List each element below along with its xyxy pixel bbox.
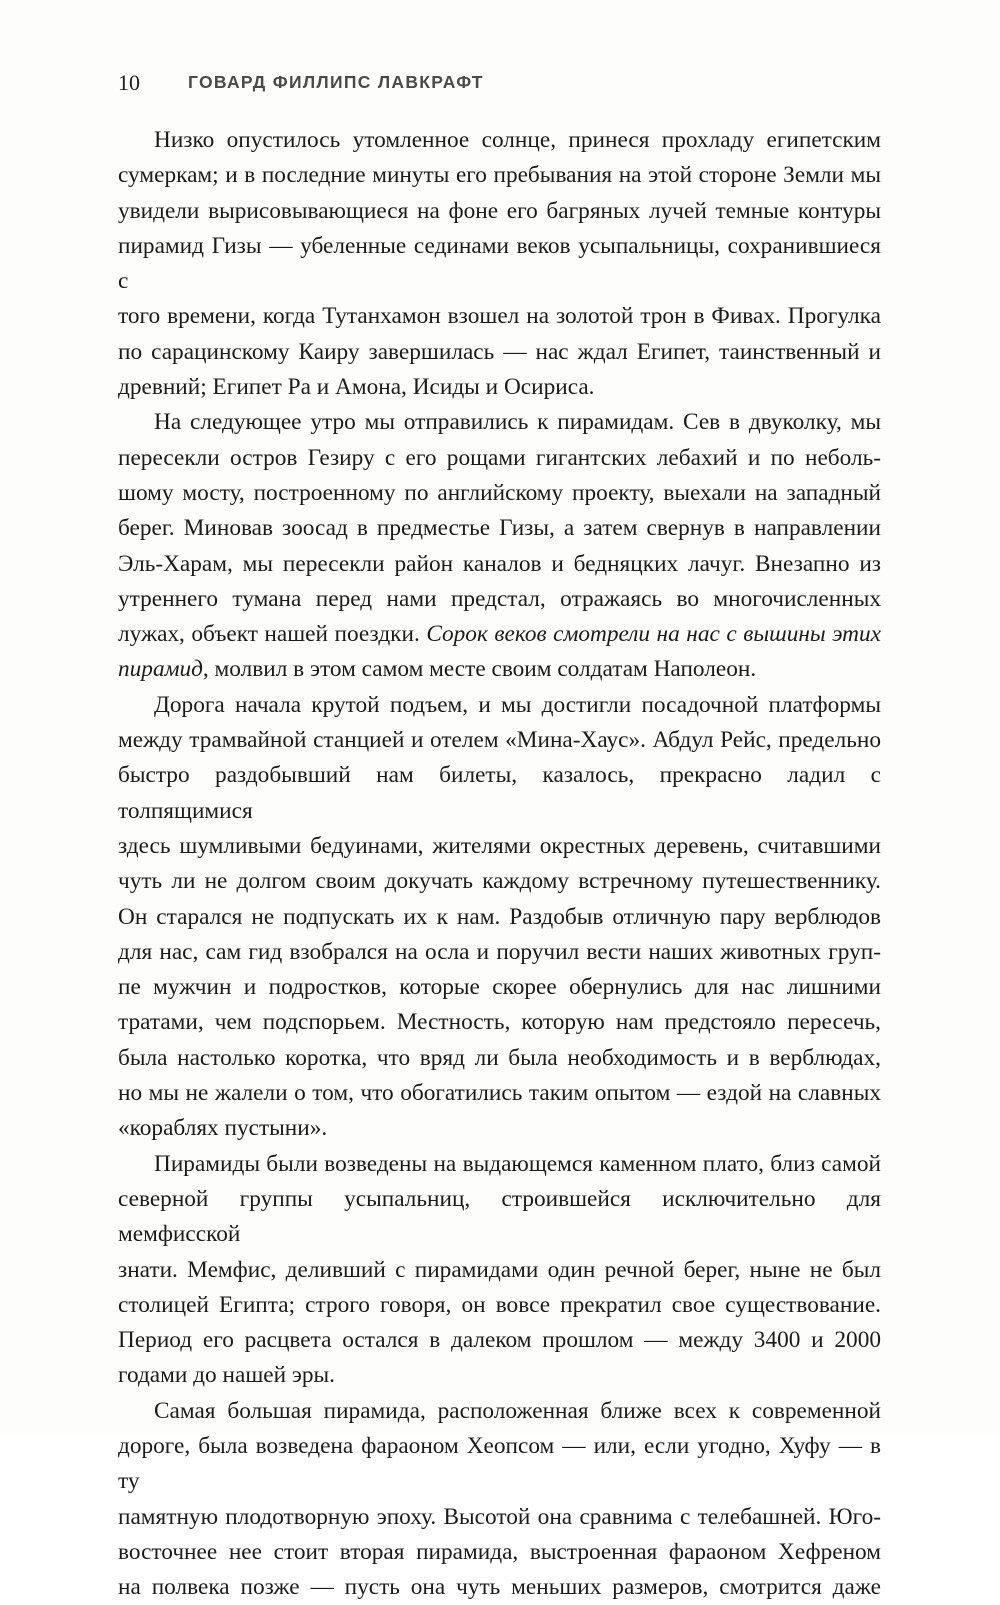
text-line: дороге, была возведена фараоном Хеопсом — или, если угодно, Хуфу — в ту — [118, 1432, 881, 1495]
text-line: Пирамиды были возведены на выдающемся каменном плато, близ самой — [154, 1150, 881, 1177]
italic-quote: пирамид — [118, 656, 203, 683]
text-line — [118, 617, 881, 652]
text-line: древний; Египет Ра и Амона, Исиды и Осириса. — [118, 374, 595, 401]
text-line: на полвека позже — пусть она чуть меньших размеров, смотрится даже — [118, 1574, 881, 1601]
text-line: Эль-Харам, мы пересекли район каналов и бедняцких лачуг. Внезапно из — [118, 550, 881, 577]
running-head — [118, 68, 882, 100]
text-line: утреннего тумана перед нами предстал, отражаясь во многочисленных — [118, 585, 881, 612]
text-line: сумеркам; и в последние минуты его пребывания на этой стороне Земли мы — [118, 162, 881, 189]
text-line: пересекли остров Гезиру с его рощами гигантских лебахий и по неболь- — [118, 444, 881, 471]
text-line: северной группы усыпальниц, строившейся исключительно для мемфисской — [118, 1185, 881, 1248]
paragraph — [118, 688, 881, 1147]
text-line: пирамид Гизы — убеленные сединами веков усыпальницы, сохранившиеся с — [118, 232, 881, 295]
paragraph — [118, 1147, 881, 1394]
text-line: «кораблях пустыни». — [118, 1115, 328, 1142]
text-line: берег. Миновав зоосад в предместье Гизы, а затем свернув в направлении — [118, 515, 881, 542]
text-line: Самая большая пирамида, расположенная ближе всех к современной — [154, 1397, 881, 1424]
text-line: Дорога начала крутой подъем, и мы достигли посадочной платформы — [154, 691, 881, 718]
text-line: была настолько коротка, что вряд ли была необходимость и в верблюдах, — [118, 1044, 881, 1071]
text-line: восточнее нее стоит вторая пирамида, выстроенная фараоном Хефреном — [118, 1538, 881, 1565]
text-line: по сарацинскому Каиру завершилась — нас ждал Египет, таинственный и — [118, 338, 881, 365]
text-line: На следующее утро мы отправились к пирамидам. Сев в двуколку, мы — [154, 409, 881, 436]
paragraph — [118, 1394, 881, 1605]
text-line: Он старался не подпускать их к нам. Раздобыв отличную пару верблюдов — [118, 903, 881, 930]
text-line: быстро раздобывший нам билеты, казалось, прекрасно ладил с толпящимися — [118, 762, 881, 824]
text-line: тратами, чем подспорьем. Местность, которую нам предстояло пересечь, — [118, 1009, 881, 1036]
text-line: того времени, когда Тутанхамон взошел на золотой трон в Фивах. Прогулка — [118, 303, 881, 330]
text-line: между трамвайной станцией и отелем «Мина-Хаус». Абдул Рейс, предельно — [118, 727, 881, 754]
body-text — [118, 123, 881, 1605]
italic-quote: Сорок веков смотрели на нас с вышины этих — [426, 621, 881, 648]
text-line: Период его расцвета остался в далеком прошлом — между 3400 и 2000 — [118, 1327, 881, 1354]
text-line: чуть ли не долгом своим докучать каждому встречному путешественнику. — [118, 868, 881, 895]
text-line: шому мосту, построенному по английскому проекту, выехали на западный — [118, 479, 881, 506]
page-number: 10 — [118, 70, 140, 95]
text-line: но мы не жалели о том, что обогатились таким опытом — ездой на славных — [118, 1080, 881, 1107]
text-line: увидели вырисовывающиеся на фоне его багряных лучей темные контуры — [118, 197, 881, 224]
paragraph — [118, 123, 881, 405]
text-run: лужах, объект нашей поездки. — [118, 621, 427, 648]
text-line — [118, 652, 881, 687]
text-line: Низко опустилось утомленное солнце, принеся прохладу египетским — [154, 127, 881, 153]
text-line: годами до нашей эры. — [118, 1362, 336, 1389]
text-line: для нас, сам гид взобрался на осла и поручил вести наших животных груп- — [118, 938, 881, 965]
text-line: памятную плодотворную эпоху. Высотой она сравнима с телебашней. Юго- — [118, 1503, 881, 1530]
text-line: столицей Египта; строго говоря, он вовсе прекратил свое существование. — [118, 1291, 881, 1318]
paragraph — [118, 405, 881, 687]
text-line: пе мужчин и подростков, которые скорее обернулись для нас лишними — [118, 974, 881, 1001]
running-head-author: ГОВАРД ФИЛЛИПС ЛАВКРАФТ — [188, 72, 484, 92]
text-line: знати. Мемфис, деливший с пирамидами один речной берег, ныне не был — [118, 1256, 881, 1283]
text-run: , молвил в этом самом месте своим солдатам Наполеон. — [202, 656, 757, 683]
text-line: здесь шумливыми бедуинами, жителями окрестных деревень, считавшими — [118, 832, 881, 859]
